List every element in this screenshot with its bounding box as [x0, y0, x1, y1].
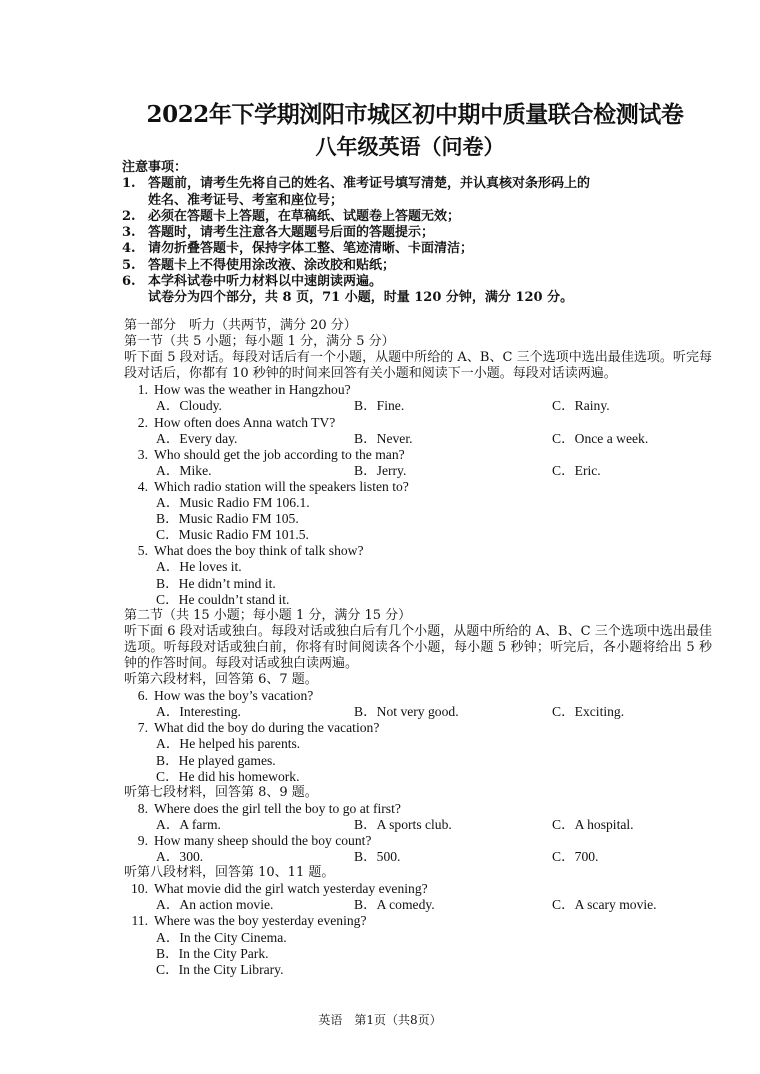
notice-item-6-cont: 试卷分为四个部分，共 8 页，71 小题，时量 120 分钟，满分 120 分。	[148, 290, 574, 306]
question-11-option-a: A．In the City Cinema.	[156, 929, 287, 945]
question-9-options	[124, 849, 712, 865]
page-footer: 英语 第1页（共8页）	[318, 1013, 442, 1027]
option-a: A．An action movie.	[156, 897, 274, 913]
question-5-option-c: C．He couldn’t stand it.	[156, 591, 290, 607]
question-3: 3. Who should get the job according to the man?	[137, 446, 405, 462]
material-7-instruction: 听第七段材料，回答第 8、9 题。	[124, 784, 318, 800]
question-4: 4. Which radio station will the speakers listen to?	[137, 478, 409, 494]
question-7: 7. What did the boy do during the vacation?	[137, 720, 380, 736]
notice-heading: 注意事项：	[122, 160, 188, 175]
question-1-options	[124, 398, 712, 414]
option-a: A．Cloudy.	[156, 398, 222, 414]
question-8: 8. Where does the girl tell the boy to go at first?	[137, 800, 401, 816]
option-b: B．Not very good.	[354, 704, 459, 720]
question-2-options	[124, 431, 712, 447]
exam-subtitle: 八年级英语（问卷）	[315, 134, 505, 159]
question-2: 2. How often does Anna watch TV?	[137, 414, 336, 430]
option-a: A．300.	[156, 849, 204, 865]
notice-item-2: 2. 必须在答题卡上答题，在草稿纸、试题卷上答题无效；	[122, 208, 461, 224]
question-5-option-a: A．He loves it.	[156, 559, 242, 575]
exam-title: 2022年下学期浏阳市城区初中期中质量联合检测试卷	[146, 101, 684, 128]
question-4-option-c: C．Music Radio FM 101.5.	[156, 527, 309, 543]
option-c: C．Once a week.	[552, 430, 649, 446]
question-7-option-c: C．He did his homework.	[156, 768, 300, 784]
question-6: 6. How was the boy’s vacation?	[137, 688, 314, 704]
option-b: B．A sports club.	[354, 816, 452, 832]
option-b: B．500.	[354, 849, 401, 865]
option-c: C．Eric.	[552, 462, 601, 478]
section2-heading: 第二节（共 15 小题；每小题 1 分，满分 15 分）	[124, 607, 412, 623]
option-c: C．Rainy.	[552, 398, 610, 414]
question-7-option-b: B．He played games.	[156, 752, 276, 768]
question-11: 11. Where was the boy yesterday evening?	[131, 913, 367, 929]
part1-heading: 第一部分 听力（共两节，满分 20 分）	[124, 318, 357, 333]
option-a: A．Mike.	[156, 462, 212, 478]
question-5-option-b: B．He didn’t mind it.	[156, 575, 276, 591]
question-11-option-c: C．In the City Library.	[156, 961, 284, 977]
option-c: C．A hospital.	[552, 816, 634, 832]
option-b: B．A comedy.	[354, 897, 435, 913]
question-8-options	[124, 817, 712, 833]
option-b: B．Jerry.	[354, 462, 407, 478]
notice-item-6: 6. 本学科试卷中听力材料以中速朗读两遍。	[122, 274, 383, 290]
question-1: 1. How was the weather in Hangzhou?	[137, 382, 351, 398]
option-b: B．Fine.	[354, 398, 405, 414]
section1-instructions: 听下面 5 段对话。每段对话后有一个小题，从题中所给的 A、B、C 三个选项中选出最佳选项。听完每段对话后，你都有 10 秒钟的时间来回答有关小题和阅读下一小题。每段对话读两遍。	[124, 350, 712, 382]
notice-item-1-cont: 姓名、准考证号、考室和座位号；	[148, 192, 344, 208]
notice-item-3: 3. 答题时，请考生注意各大题题号后面的答题提示；	[122, 225, 435, 241]
question-10-options	[124, 897, 712, 913]
option-a: A．A farm.	[156, 816, 221, 832]
question-5: 5. What does the boy think of talk show?	[137, 543, 364, 559]
option-b: B．Never.	[354, 430, 413, 446]
notice-section	[122, 160, 712, 307]
exam-body	[124, 318, 712, 978]
option-a: A．Interesting.	[156, 704, 241, 720]
notice-item-4: 4. 请勿折叠答题卡，保持字体工整、笔迹清晰、卡面清洁；	[122, 241, 474, 257]
option-c: C．A scary movie.	[552, 897, 657, 913]
option-c: C．Exciting.	[552, 704, 625, 720]
question-7-option-a: A．He helped his parents.	[156, 736, 301, 752]
question-10: 10. What movie did the girl watch yesterday evening?	[131, 881, 428, 897]
question-4-option-b: B．Music Radio FM 105.	[156, 511, 299, 527]
question-6-options	[124, 704, 712, 720]
material-8-instruction: 听第八段材料，回答第 10、11 题。	[124, 865, 335, 881]
question-11-option-b: B．In the City Park.	[156, 945, 269, 961]
question-3-options	[124, 463, 712, 479]
option-a: A．Every day.	[156, 430, 238, 446]
question-9: 9. How many sheep should the boy count?	[137, 833, 372, 848]
notice-item-5: 5. 答题卡上不得使用涂改液、涂改胶和贴纸；	[122, 257, 396, 273]
material-6-instruction: 听第六段材料，回答第 6、7 题。	[124, 672, 318, 688]
section1-heading: 第一节（共 5 小题；每小题 1 分，满分 5 分）	[124, 334, 395, 350]
question-4-option-a: A．Music Radio FM 106.1.	[156, 495, 310, 511]
option-c: C．700.	[552, 849, 599, 865]
section2-instructions: 听下面 6 段对话或独白。每段对话或独白后有几个小题，从题中所给的 A、B、C 三个选项中选出最佳选项。听每段对话或独白前，你将有时间阅读各个小题，每小题 5 秒钟；听完后，各小题将给出 5 秒钟的作答时间。每段对话或独白读两遍。	[124, 623, 712, 671]
notice-item-1: 1. 答题前，请考生先将自己的姓名、准考证号填写清楚，并认真核对条形码上的	[122, 176, 591, 192]
